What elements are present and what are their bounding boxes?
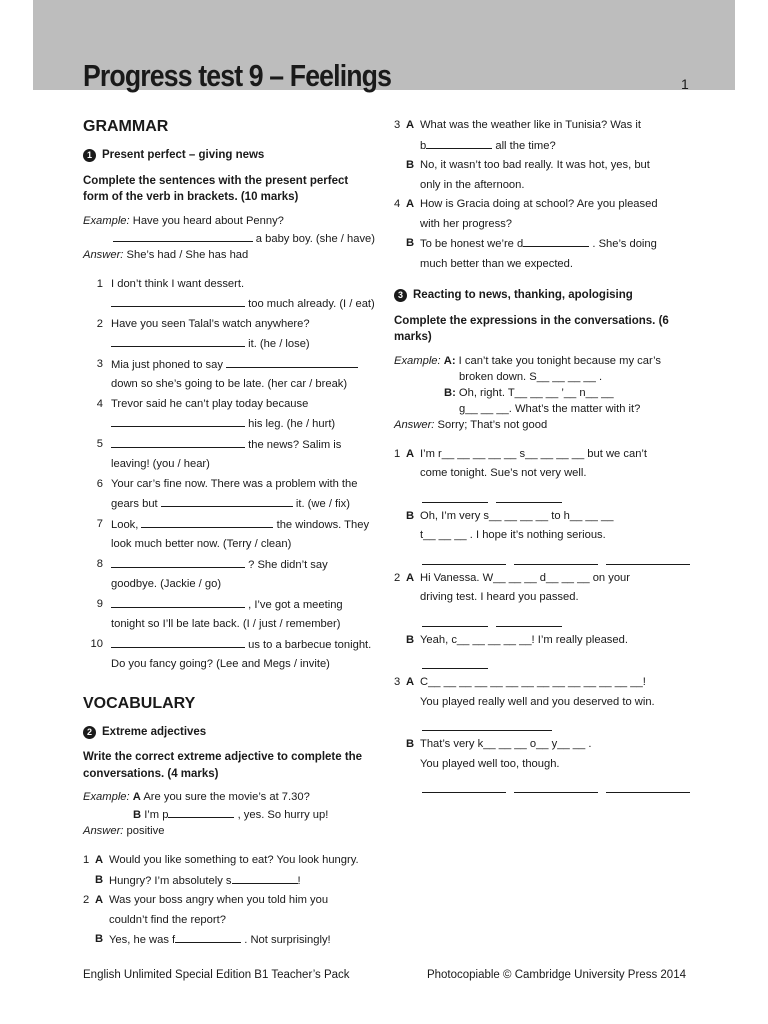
list-item: B No, it wasn’t too bad really. It was hot, yes, but	[406, 159, 650, 171]
list-item: 9 , I’ve got a meeting	[83, 595, 375, 616]
answer-blank[interactable]	[111, 435, 245, 448]
list-item: 1 I don’t think I want dessert.	[96, 277, 245, 290]
list-item: 1 A I’m r__ __ __ __ __ s__ __ __ __ but we can’t	[394, 447, 648, 460]
list-item: 8 ? She didn’t say	[83, 555, 375, 576]
exercise-title: Present perfect – giving news	[102, 149, 265, 161]
list-item: too much already. (I / eat)	[83, 294, 375, 315]
list-item: 2 A Hi Vanessa. W__ __ __ d__ __ __ on your	[394, 571, 631, 584]
list-item: 7 Look, the windows. They	[83, 515, 375, 536]
exercise-1-heading	[83, 146, 375, 166]
list-item: B To be honest we’re d . She’s doing	[394, 234, 694, 255]
answer-label: Answer:	[83, 248, 124, 261]
answer-blank[interactable]	[232, 871, 298, 884]
example-label: Example:	[394, 354, 441, 367]
list-item: B Hungry? I’m absolutely s !	[83, 871, 375, 892]
exercise-number-badge: 1	[83, 149, 96, 162]
answer-lines	[422, 650, 694, 669]
list-item: b all the time?	[394, 136, 694, 157]
list-item: 6 Your car’s fine now. There was a problem with the	[96, 477, 358, 490]
exercise-instruction: Complete the sentences with the present perfect form of the verb in brackets. (10 marks)	[83, 174, 349, 203]
page-title: Progress test 9 – Feelings	[83, 58, 392, 93]
exercise-3-heading	[394, 286, 694, 306]
answer-text: She’s had / She has had	[126, 248, 249, 261]
example-block: Example: A Are you sure the movie’s at 7.30? B I’m p , yes. So hurry up! Answer: positive	[83, 791, 329, 837]
exercise-number-badge: 2	[83, 726, 96, 739]
example-label: Example:	[83, 214, 130, 227]
exercise-number-badge: 3	[394, 289, 407, 302]
answer-lines	[422, 712, 694, 731]
list-item: gears but it. (we / fix)	[83, 494, 375, 515]
list-item: 3 Mia just phoned to say	[83, 355, 375, 376]
list-item: couldn’t find the report?	[109, 913, 226, 926]
list-item: with her progress?	[420, 217, 513, 230]
list-item: driving test. I heard you passed.	[420, 591, 579, 603]
right-column	[394, 116, 694, 797]
list-item: 4 Trevor said he can’t play today because	[96, 397, 309, 410]
list-item: leaving! (you / hear)	[111, 458, 210, 470]
left-column	[83, 116, 375, 951]
list-item: You played really well and you deserved to win.	[420, 695, 655, 708]
answer-blank[interactable]	[111, 414, 245, 427]
answer-blank[interactable]	[226, 355, 358, 368]
list-item: tonight so I’ll be late back. (I / just / remember)	[111, 618, 341, 630]
exercise-instruction: Write the correct extreme adjective to complete the conversations. (4 marks)	[83, 751, 363, 780]
list-item: B Yes, he was f . Not surprisingly!	[83, 930, 375, 951]
answer-blank[interactable]	[111, 294, 245, 307]
list-item: 2 A Was your boss angry when you told him you	[83, 894, 329, 906]
list-item: You played well too, though.	[420, 757, 560, 770]
list-item: goodbye. (Jackie / go)	[111, 578, 222, 590]
answer-lines	[422, 608, 694, 627]
footer-left: English Unlimited Special Edition B1 Teacher’s Pack	[83, 969, 350, 981]
list-item: 10 us to a barbecue tonight.	[83, 635, 375, 656]
example-label: Example:	[83, 791, 130, 803]
answer-lines	[422, 484, 694, 503]
list-item: B That’s very k__ __ __ o__ y__ __ .	[406, 738, 592, 750]
list-item: down so she’s going to be late. (her car / break)	[111, 378, 348, 390]
answer-blank[interactable]	[111, 635, 245, 648]
answer-blank[interactable]	[426, 136, 492, 149]
list-item: 5 the news? Salim is	[83, 435, 375, 456]
list-item: 3 A What was the weather like in Tunisia? Was it	[394, 119, 641, 131]
list-item: much better than we expected.	[420, 257, 573, 270]
answer-blank[interactable]	[141, 515, 273, 528]
list-item: his leg. (he / hurt)	[83, 414, 375, 435]
grammar-items	[83, 275, 375, 675]
list-item: it. (he / lose)	[83, 334, 375, 355]
list-item: Do you fancy going? (Lee and Megs / invite)	[111, 658, 330, 670]
list-item: look much better now. (Terry / clean)	[111, 538, 292, 550]
grammar-heading: GRAMMAR	[83, 118, 169, 135]
answer-blank[interactable]	[523, 234, 589, 247]
answer-lines	[422, 774, 694, 793]
example-text: a baby boy. (she / have)	[255, 232, 375, 245]
vocabulary-heading: VOCABULARY	[83, 694, 196, 712]
example-block: Example: A: I can’t take you tonight because my car’s broken down. S__ __ __ __ . B: Oh, right. T__ __ __ ’__ n__ __ g__ __ __. What’s the matter with it? Answer: Sorry; That’s not good	[394, 354, 661, 431]
exercise-title: Extreme adjectives	[102, 725, 207, 738]
answer-blank[interactable]	[111, 334, 245, 347]
footer-right: Photocopiable © Cambridge University Press 2014	[426, 969, 686, 981]
answer-blank[interactable]	[111, 555, 245, 568]
answer-label: Answer:	[394, 418, 435, 431]
answer-blank[interactable]	[161, 494, 293, 507]
list-item: 4 A How is Gracia doing at school? Are you pleased	[394, 198, 658, 210]
list-item: t__ __ __ . I hope it’s nothing serious.	[420, 529, 606, 541]
list-item: 2 Have you seen Talal’s watch anywhere?	[96, 317, 310, 330]
list-item: B Yeah, c__ __ __ __ __! I’m really pleased.	[406, 633, 628, 646]
example-text: Have you heard about Penny?	[132, 214, 284, 227]
answer-blank[interactable]	[175, 930, 241, 943]
exercise-2-heading	[83, 723, 375, 743]
answer-lines	[422, 546, 694, 565]
answer-blank[interactable]	[111, 595, 245, 608]
list-item: come tonight. Sue’s not very well.	[420, 467, 587, 479]
exercise-instruction: Complete the expressions in the conversations. (6 marks)	[394, 314, 669, 343]
list-item: 1 A Would you like something to eat? You look hungry.	[83, 854, 359, 866]
list-item: B Oh, I’m very s__ __ __ __ to h__ __ __	[406, 509, 614, 522]
example-block	[83, 213, 375, 263]
list-item: 3 A C__ __ __ __ __ __ __ __ __ __ __ __ __ __!	[394, 676, 646, 688]
exercise-title: Reacting to news, thanking, apologising	[413, 289, 633, 301]
list-item: only in the afternoon.	[420, 178, 525, 191]
answer-label: Answer:	[83, 825, 124, 837]
page-number: 1	[681, 76, 689, 92]
